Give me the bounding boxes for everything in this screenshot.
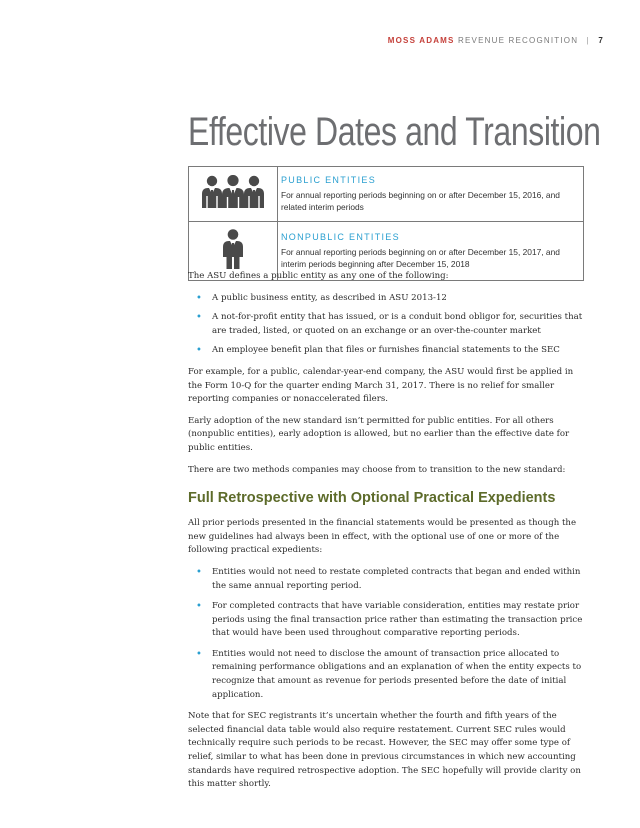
nonpublic-entities-title: NONPUBLIC ENTITIES bbox=[281, 232, 400, 242]
public-entity-list bbox=[188, 292, 584, 358]
list-item: • For completed contracts that have variable consideration, entities may restate prior periods using the final transaction price rather than estimating the transaction price that would have been used throughout comparative reporting periods. bbox=[188, 600, 584, 641]
header-separator: | bbox=[586, 36, 590, 45]
list-item: • An employee benefit plan that files or furnishes financial statements to the SEC bbox=[188, 344, 584, 358]
page-header bbox=[388, 36, 604, 45]
public-entities-icon-cell bbox=[189, 167, 278, 222]
list-item: • A not-for-profit entity that has issued, or is a conduit bond obligor for, securities that are traded, listed, or quoted on an exchange or an over-the-counter market bbox=[188, 311, 584, 338]
transition-methods-paragraph: There are two methods companies may choose from to transition to the new standard: bbox=[188, 464, 566, 475]
section-intro: All prior periods presented in the financial statements would be presented as though the new guidelines had always been in effect, with the optional use of one or more of the following practical expedients: bbox=[188, 518, 577, 556]
list-item: • A public business entity, as described in ASU 2013-12 bbox=[188, 292, 584, 306]
section-heading: Full Retrospective with Optional Practical Expedients bbox=[188, 490, 556, 507]
sec-registrants-paragraph: Note that for SEC registrants it’s uncertain whether the fourth and fifth years of the selected financial data table would also require restatement. Current SEC rules would technically require such periods to be recast. However, the SEC may offer some type of relief, similar to what has been done in previous circumstances in which new accounting standards have required retrospective adoption. The SEC hopefully will provide clarity on this matter shortly. bbox=[188, 711, 581, 790]
list-item: • Entities would not need to disclose the amount of transaction price allocated to remaining performance obligations and an explanation of when the entity expects to recognize that amount as revenue for periods presented before the date of initial application. bbox=[188, 648, 584, 702]
public-entities-text: For annual reporting periods beginning on or after December 15, 2016, and related interim periods bbox=[281, 190, 560, 212]
header-brand: MOSS ADAMS bbox=[387, 36, 455, 45]
public-entity-intro: The ASU defines a public entity as any one of the following: bbox=[188, 271, 449, 281]
page-number: 7 bbox=[598, 36, 604, 45]
single-person-icon bbox=[222, 229, 244, 269]
public-entities-title: PUBLIC ENTITIES bbox=[281, 175, 377, 185]
entities-table bbox=[188, 166, 584, 281]
list-item: • Entities would not need to restate completed contracts that began and ended within the same annual reporting period. bbox=[188, 566, 584, 593]
group-people-icon bbox=[200, 175, 266, 209]
expedients-list bbox=[188, 566, 584, 702]
page-title: Effective Dates and Transition bbox=[188, 110, 601, 154]
public-entities-row bbox=[189, 167, 584, 222]
body-content bbox=[188, 270, 584, 800]
example-paragraph: For example, for a public, calendar-year-end company, the ASU would first be applied in the Form 10-Q for the quarter ending March 31, 2017. There is no relief for smaller reporting companies or nonaccelerated filers. bbox=[188, 366, 574, 405]
public-entities-text-cell bbox=[278, 167, 584, 222]
early-adoption-paragraph: Early adoption of the new standard isn’t permitted for public entities. For all others (nonpublic entities), early adoption is allowed, but no earlier than the effective date for public entities. bbox=[188, 415, 570, 453]
header-doc-title: REVENUE RECOGNITION bbox=[458, 36, 579, 45]
nonpublic-entities-text: For annual reporting periods beginning on or after December 15, 2017, and interim periods beginning after December 15, 2018 bbox=[281, 247, 560, 269]
